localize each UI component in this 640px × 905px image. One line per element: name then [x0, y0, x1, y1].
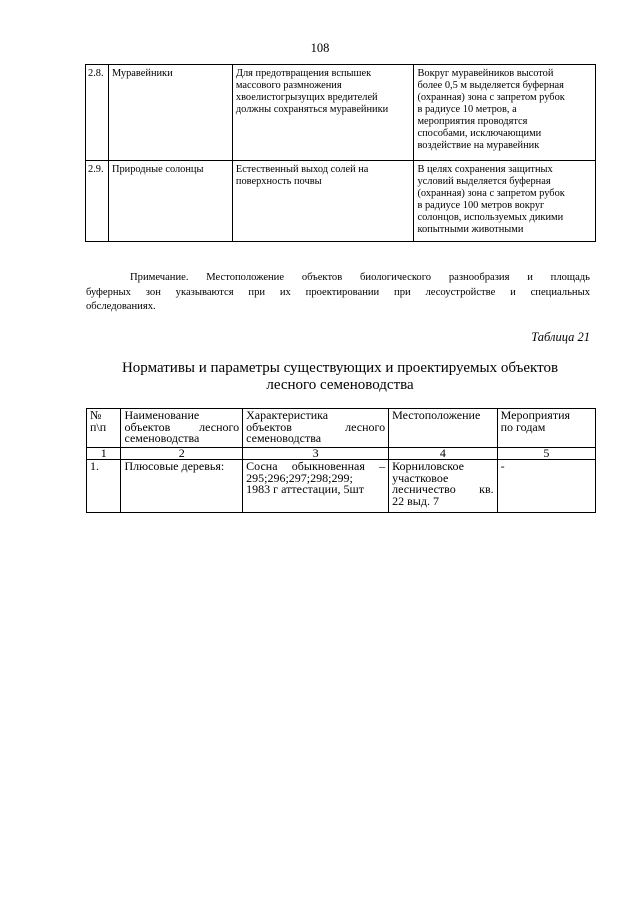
table-row: [87, 460, 596, 513]
row-number: 1.: [87, 460, 121, 513]
text-line: хвоелистогрызущих вредителей: [235, 92, 378, 103]
table-row: [86, 161, 596, 242]
text-line: поверхность почвы: [235, 176, 322, 187]
note-line: обследованиях.: [86, 301, 156, 312]
text-line: в радиусе 100 метров вокруг: [417, 200, 545, 211]
table-caption: Таблица 21: [531, 330, 590, 344]
header-characteristic: Характеристика объектов лесного семеноводства: [243, 409, 389, 448]
header-name: Наименование объектов лесного семеноводства: [121, 409, 243, 448]
seed-objects-table: [86, 408, 596, 513]
note-line: буферных зон указываются при их проектировании при лесоустройстве и специальных: [86, 286, 590, 298]
object-measures: [414, 161, 596, 242]
object-characteristic: Сосна обыкновенная – 295;296;297;298;299; 1983 г аттестации, 5шт: [243, 460, 389, 513]
text-line: Вокруг муравейников высотой: [417, 68, 554, 79]
page-number: 108: [310, 41, 330, 55]
header-num: № п\п: [87, 409, 121, 448]
table-row: [86, 65, 596, 161]
column-number-row: [87, 448, 596, 460]
text-line: (охранная) зона с запретом рубок: [417, 188, 565, 199]
column-number: 2: [121, 448, 243, 460]
object-location: Корниловское участковое лесничество кв. 22 выд. 7: [389, 460, 497, 513]
text-line: Для предотвращения вспышек: [235, 68, 372, 79]
text-line: мероприятия проводятся: [417, 116, 528, 127]
column-number: 3: [243, 448, 389, 460]
text-line: Естественный выход солей на: [235, 164, 369, 175]
section-title: [80, 360, 600, 394]
object-name: Природные солонцы: [108, 161, 232, 242]
text-line: (охранная) зона с запретом рубок: [417, 92, 565, 103]
column-number: 4: [389, 448, 497, 460]
biodiversity-objects-table: [85, 64, 596, 242]
header-measures: Мероприятия по годам: [497, 409, 595, 448]
title-line: Нормативы и параметры существующих и проектируемых объектов: [121, 360, 559, 376]
text-line: условий выделяется буферная: [417, 176, 551, 187]
title-line: лесного семеноводства: [266, 377, 414, 393]
text-line: способами, исключающими: [417, 128, 542, 139]
object-name: Муравейники: [108, 65, 232, 161]
text-line: воздействие на муравейник: [417, 140, 540, 151]
text-line: копытными животными: [417, 224, 524, 235]
header-location: Местоположение: [389, 409, 497, 448]
object-reason: [232, 65, 414, 161]
row-number: 2.8.: [86, 65, 109, 161]
text-line: В целях сохранения защитных: [417, 164, 553, 175]
row-number: 2.9.: [86, 161, 109, 242]
note-line: Примечание. Местоположение объектов биологического разнообразия и площадь: [130, 272, 590, 283]
footnote: [86, 271, 590, 315]
text-line: должны сохраняться муравейники: [235, 104, 389, 115]
column-number: 1: [87, 448, 121, 460]
text-line: в радиусе 10 метров, а: [417, 104, 517, 115]
column-number: 5: [497, 448, 595, 460]
object-measures: [414, 65, 596, 161]
text-line: солонцов, используемых дикими: [417, 212, 564, 223]
header-row: [87, 409, 596, 448]
object-name: Плюсовые деревья:: [121, 460, 243, 513]
object-measures: -: [497, 460, 595, 513]
text-line: более 0,5 м выделяется буферная: [417, 80, 564, 91]
object-reason: [232, 161, 414, 242]
text-line: массового размножения: [235, 80, 342, 91]
